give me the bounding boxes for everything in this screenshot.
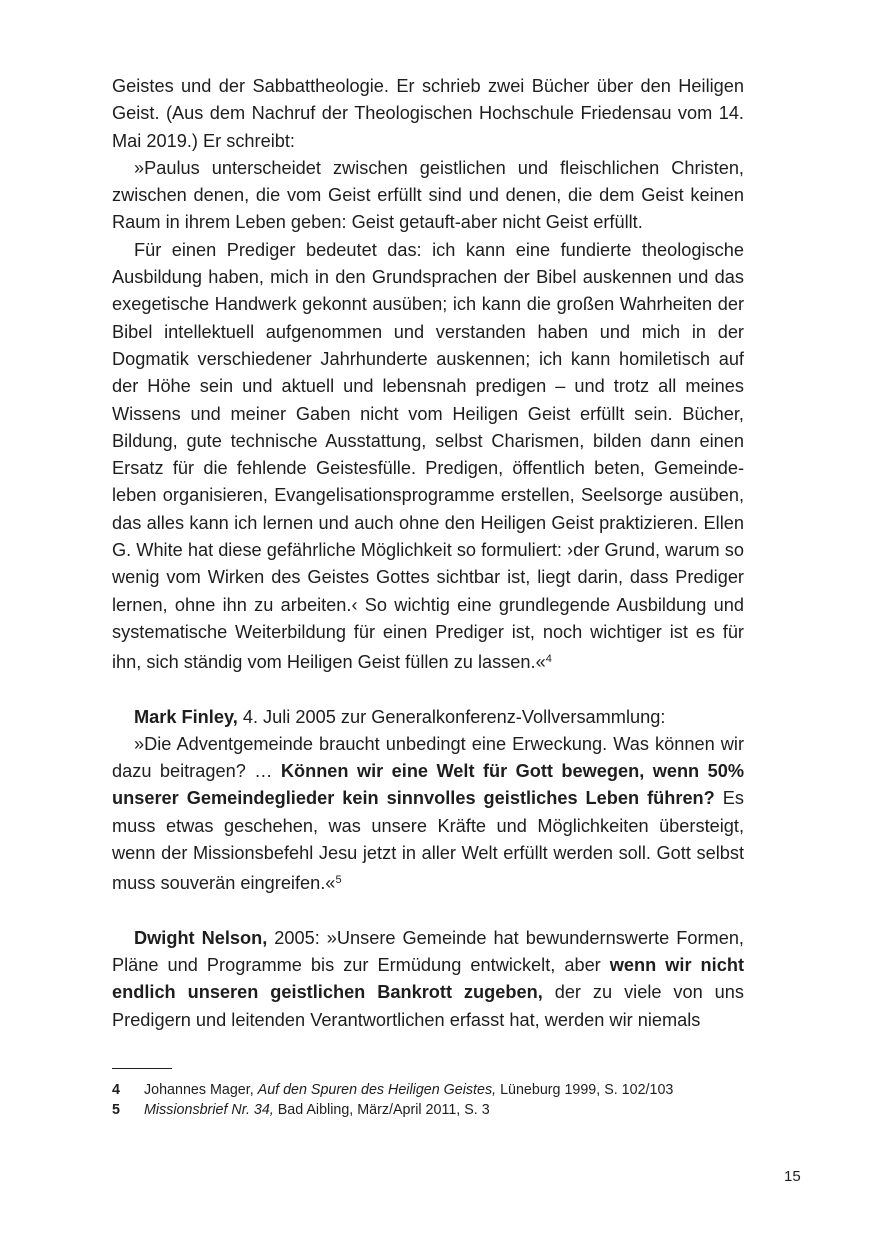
footnote-number: 5 — [112, 1102, 120, 1118]
finley-intro — [112, 704, 744, 731]
footnote-divider — [112, 1068, 172, 1069]
footnote-text — [144, 1100, 490, 1120]
footnote-title: Auf den Spuren des Heiligen Geistes, — [257, 1082, 497, 1098]
footnote-5 — [112, 1100, 752, 1120]
nelson-quote — [112, 925, 744, 1034]
quote-paulus: »Paulus unterscheidet zwischen geistlichen und fleischlichen Christen, zwischen denen, die vom Geist erfüllt sind und denen, die dem Geist keinen Raum in ihrem Leben geben: Geist getauft-aber nicht Geist erfüllt. — [112, 157, 744, 233]
quote-prediger — [112, 237, 744, 677]
finley-quote — [112, 731, 744, 898]
footnote-number: 4 — [112, 1082, 120, 1098]
footnote-source: Bad Aibling, März/April 2011, S. 3 — [273, 1102, 490, 1118]
finley-name: Mark Finley, — [134, 706, 238, 727]
footnote-title: Missionsbrief Nr. 34, — [144, 1102, 274, 1118]
paragraph-intro: Geistes und der Sabbattheologie. Er schrieb zwei Bücher über den Heiligen Geist. (Aus dem Nachruf der Theologischen Hochschule Friedensau vom 14. Mai 2019.) Er schreibt: — [112, 76, 744, 151]
main-text — [112, 73, 744, 1034]
nelson-text-end: der zu viele von uns Predigern und leitenden Verantwortlichen erfasst hat, werden wir niemals — [112, 982, 744, 1030]
nelson-text-start: 2005: »Unsere Gemeinde hat bewundernswerte Formen, Pläne und Programme bis zur Ermüdung entwickelt, aber — [112, 927, 744, 975]
footnote-4 — [112, 1080, 752, 1100]
footnotes — [112, 1080, 752, 1120]
nelson-bold: wenn wir nicht endlich unseren geistlichen Bankrott zugeben, — [112, 954, 745, 1003]
quote-prediger-text: Für einen Prediger bedeutet das: ich kann eine fundierte theologische Ausbildung haben, mich in den Grundsprachen der Bibel auskennen und das exegetische Handwerk gekonnt ausüben; ich kann die großen Wahrheiten der Bibel intellektuell aufgenommen und verstanden haben und mich in der Dogmatik verschiedener Jahrhunderte auskennen; ich kann homiletisch auf der Höhe sein und aktuell und lebensnah predigen – und trotz all meines Wissens und meiner Gaben nicht vom Heiligen Geist erfüllt sein. Bücher, Bildung, gute technische Ausstattung, selbst Charismen, bilden dann einen Ersatz für die fehlende Geistesfülle. Predigen, öffentlich beten, Gemeindeleben organisieren, Evangelisationsprogramme erstellen, Seelsorge ausüben, das alles kann ich lernen und auch ohne den Heiligen Geist praktizieren. Ellen G. White hat diese gefährliche Möglichkeit so formuliert: ›der Grund, warum so wenig vom Wirken des Geistes Gottes sichtbar ist, liegt darin, dass Prediger lernen, ohne ihn zu arbeiten.‹ So wichtig eine grundlegende Ausbildung und systematische Weiterbildung für einen Prediger ist, noch wichtiger ist es für ihn, sich ständig vom Heiligen Geist füllen zu lassen.« — [112, 239, 744, 673]
nelson-name: Dwight Nelson, — [134, 927, 268, 948]
footnote-source: Lüneburg 1999, S. 102/103 — [496, 1082, 674, 1098]
footnote-text — [144, 1080, 673, 1100]
finley-intro-text: 4. Juli 2005 zur Generalkonferenz-Vollversammlung: — [237, 706, 666, 727]
footnote-author: Johannes Mager, — [144, 1082, 258, 1098]
finley-quote-end: Es muss etwas geschehen, was unsere Kräfte und Möglichkeiten übersteigt, wenn der Missionsbefehl Jesu jetzt in aller Welt erfüllt werden soll. Gott selbst muss souverän eingreifen.« — [112, 788, 744, 894]
footnote-ref-5: 5 — [335, 874, 342, 887]
page-number: 15 — [784, 1168, 801, 1185]
footnote-ref-4: 4 — [545, 653, 552, 666]
finley-quote-start: »Die Adventgemeinde braucht unbedingt eine Erweckung. Was können wir dazu beitragen? … — [112, 733, 744, 782]
finley-quote-bold: Können wir eine Welt für Gott bewegen, wenn 50% unserer Gemeindeglieder kein sinnvolles geistliches Leben führen? — [112, 761, 744, 809]
